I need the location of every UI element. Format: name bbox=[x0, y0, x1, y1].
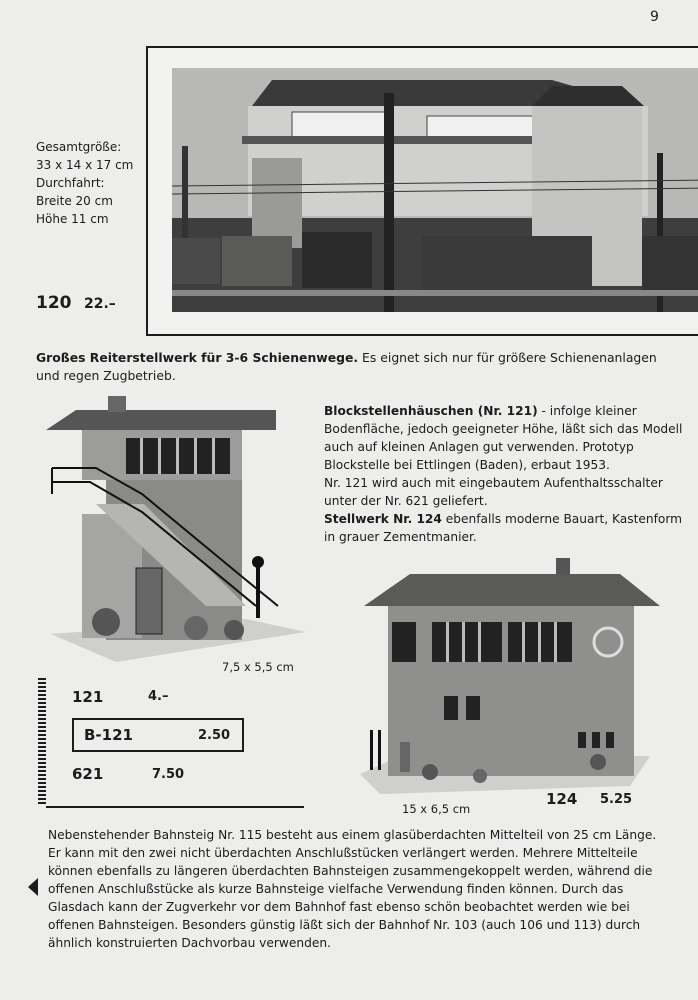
blockstellenhaeuschen-image bbox=[46, 394, 311, 664]
photo-frame bbox=[146, 46, 698, 336]
spec-line: Höhe 11 cm bbox=[36, 212, 109, 226]
spec-line: 33 x 14 x 17 cm bbox=[36, 158, 134, 172]
description-text: ebenfalls moderne Bauart, Kastenform in grauer Zementmanier. bbox=[324, 512, 683, 544]
stellwerk-124-image bbox=[360, 556, 665, 800]
description-120 bbox=[36, 349, 676, 385]
item-price-121: 4.– bbox=[148, 689, 169, 704]
item-price-621: 7.50 bbox=[152, 767, 185, 782]
item-price-120: 22.– bbox=[84, 296, 116, 312]
description-title: Stellwerk Nr. 124 bbox=[324, 512, 442, 526]
description-text: Es eignet sich nur für größere Schienenanlagen und regen Zugbetrieb. bbox=[36, 350, 657, 383]
dimensions-121: 7,5 x 5,5 cm bbox=[222, 660, 294, 674]
dimensions-specs bbox=[36, 138, 133, 228]
bahnsteig-description: Nebenstehender Bahnsteig Nr. 115 besteht aus einem glasüberdachten Mittelteil von 25 cm Länge. Er kann mit den zwei nicht überdachten Anschlußstücken verlängert werden. Mehrere Mittelteile können ebenfalls zu längeren überdachten Bahnsteigen zusammengekoppelt werden, während die offenen Anschlußstücke als kurze Bahnsteige vielfache Verwendung finden können. Durch das Glasdach kann der Zugverkehr vor dem Bahnhof fast ebenso schön beobachtet werden wie bei offenen Bahnsteigen. Besonders günstig läßt sich der Bahnhof Nr. 103 (auch 106 und 113) durch ähnlich konstruierten Dachvorbau verwenden. bbox=[48, 828, 657, 950]
item-price-124: 5.25 bbox=[600, 792, 633, 807]
description-text: - infolge kleiner Bodenfläche, jedoch geeigneter Höhe, läßt sich das Modell auch auf kleinen Anlagen gut verwenden. Prototyp Blockstelle bei Ettlingen (Baden), erbaut 1953. bbox=[324, 404, 683, 472]
item-number-120: 120 bbox=[36, 293, 72, 313]
description-124 bbox=[324, 510, 684, 546]
spec-line: Breite 20 cm bbox=[36, 194, 113, 208]
description-title: Blockstellenhäuschen (Nr. 121) bbox=[324, 404, 538, 418]
dimensions-124: 15 x 6,5 cm bbox=[402, 802, 471, 816]
item-price-b121: 2.50 bbox=[198, 728, 231, 743]
spec-line: Durchfahrt: bbox=[36, 176, 105, 190]
spec-line: Gesamtgröße: bbox=[36, 140, 122, 154]
description-121 bbox=[324, 402, 684, 510]
description-title: Großes Reiterstellwerk für 3-6 Schienenwege. bbox=[36, 350, 359, 365]
description-text-2: Nr. 121 wird auch mit eingebautem Aufenthaltsschalter unter der Nr. 621 geliefert. bbox=[324, 476, 663, 508]
page-number: 9 bbox=[650, 9, 659, 25]
reiterstellwerk-photo bbox=[172, 68, 698, 312]
item-number-621: 621 bbox=[72, 765, 104, 783]
item-number-b121: B-121 bbox=[84, 726, 133, 744]
item-number-124: 124 bbox=[546, 790, 578, 808]
item-number-121: 121 bbox=[72, 688, 104, 706]
decorative-ruler bbox=[38, 678, 46, 804]
divider-line bbox=[46, 806, 304, 808]
arrow-left-icon bbox=[28, 878, 38, 896]
